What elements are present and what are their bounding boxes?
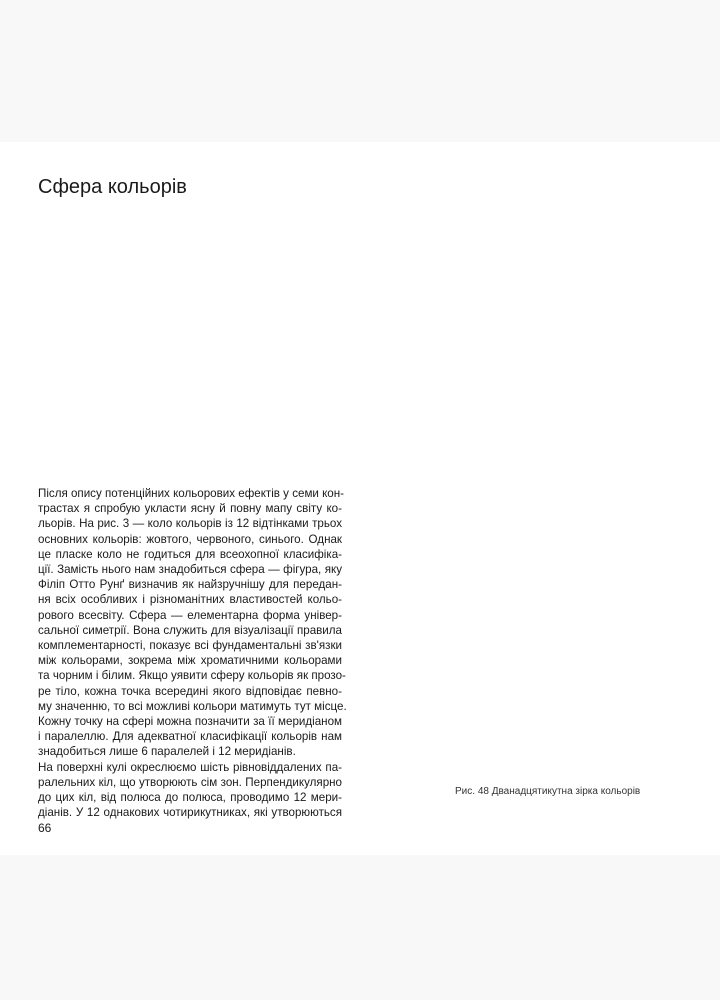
text-line: ції. Замість нього нам знадобиться сфера — фігура, яку: [38, 563, 342, 577]
figure-caption: Рис. 48 Дванадцятикутна зірка кольорів: [455, 786, 641, 797]
text-line: му значенню, то всі можливі кольори матимуть тут місце.: [38, 699, 347, 713]
text-line: Кожну точку на сфері можна позначити за її меридіаном: [38, 715, 342, 729]
text-line: рового всесвіту. Сфера — елементарна форма універ-: [38, 608, 342, 622]
text-line: між кольорами, зокрема між хроматичними кольорами: [38, 654, 342, 668]
text-line: основних кольорів: жовтого, червоного, синього. Однак: [38, 532, 342, 546]
text-line: комплементарності, показує всі фундаментальні зв'язки: [38, 639, 342, 653]
text-line: до цих кіл, від полюса до полюса, проводимо 12 мери-: [38, 791, 342, 805]
text-line: ралельних кіл, що утворюють сім зон. Перпендикулярно: [38, 775, 342, 789]
text-line: На поверхні кулі окреслюємо шість рівновіддалених па-: [38, 760, 342, 774]
text-line: трастах я спробую укласти ясну й повну мапу світу ко-: [38, 502, 342, 516]
body-paragraph: [38, 486, 347, 820]
page-title: Сфера кольорів: [38, 176, 187, 198]
text-line: ня всіх особливих і різноманітних властивостей кольо-: [38, 593, 342, 607]
text-line: це пласке коло не годиться для всеохопної класифіка-: [38, 547, 342, 561]
text-line: Філіп Отто Рунґ визначив як найзручнішу для передан-: [38, 578, 342, 592]
page-number: 66: [38, 821, 52, 835]
text-line: сальної симетрії. Вона служить для візуалізації правила: [38, 623, 342, 637]
text-line: льорів. На рис. 3 — коло кольорів із 12 відтінками трьох: [38, 517, 342, 531]
text-line: ре тіло, кожна точка всередині якого відповідає певно-: [38, 684, 342, 698]
text-line: та чорним і білим. Якщо уявити сферу кольорів як прозо-: [38, 669, 346, 683]
text-line: діанів. У 12 однакових чотирикутниках, які утворюються: [38, 806, 342, 820]
text-line: знадобиться лише 6 паралелей і 12 меридіанів.: [38, 745, 296, 759]
text-line: Після опису потенційних кольорових ефектів у семи кон-: [38, 487, 345, 500]
text-line: і паралеллю. Для адекватної класифікації кольорів нам: [38, 730, 342, 744]
